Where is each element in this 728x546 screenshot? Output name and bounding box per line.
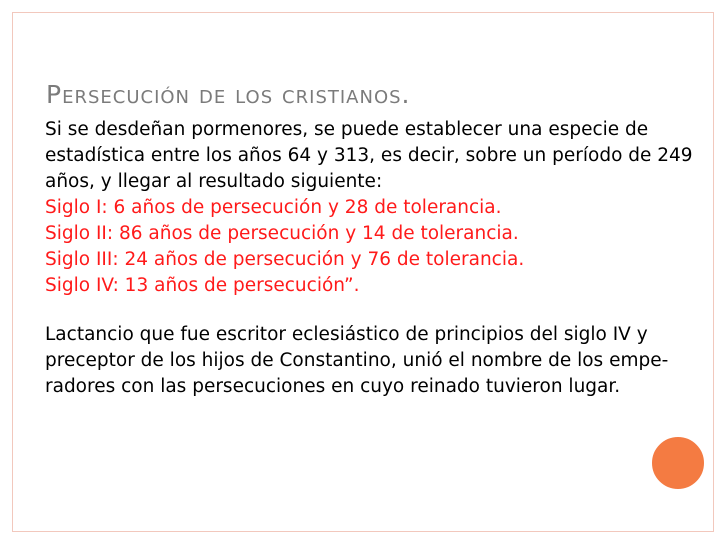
- century-line-2: Siglo II: 86 años de persecución y 14 de tolerancia.: [45, 223, 519, 244]
- slide-title: Persecución de los cristianos.: [46, 80, 411, 109]
- century-line-4: Siglo IV: 13 años de persecución”.: [45, 275, 360, 296]
- lactancio-paragraph: Lactancio que fue escritor eclesiástico de principios del siglo IV y preceptor de los hijos de Constantino, unió el nombre de los empe-radores con las persecuciones en cuyo reinado tuvieron lugar.: [45, 324, 669, 397]
- intro-paragraph: Si se desdeñan pormenores, se puede establecer una especie de estadística entre los años 64 y 313, es decir, sobre un período de 249 años, y llegar al resultado siguiente:: [45, 119, 693, 192]
- paragraph-spacer: [45, 299, 695, 322]
- century-line-1: Siglo I: 6 años de persecución y 28 de tolerancia.: [45, 197, 502, 218]
- slide-body: [45, 117, 695, 400]
- century-line-3: Siglo III: 24 años de persecución y 76 de tolerancia.: [45, 249, 525, 270]
- decorative-circle: [648, 433, 708, 493]
